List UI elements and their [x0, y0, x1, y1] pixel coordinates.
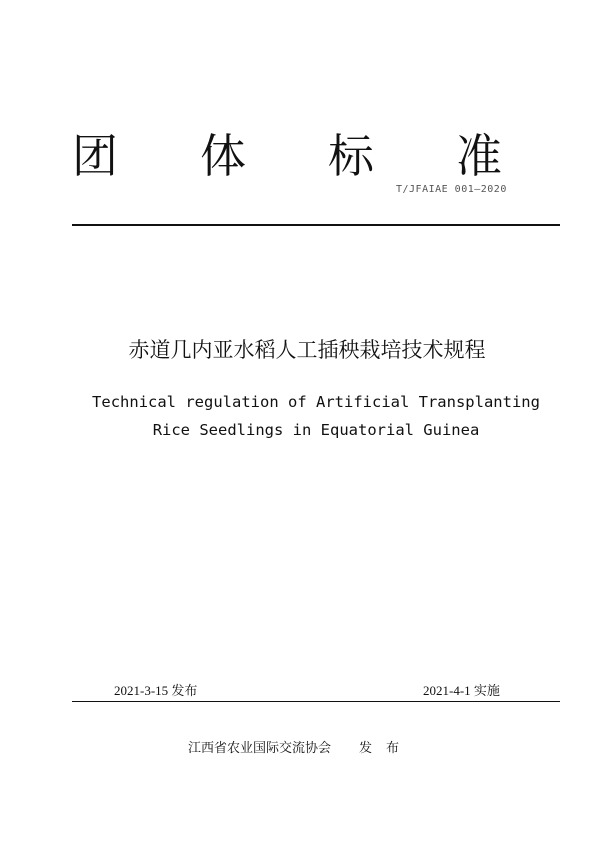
issue-date: 2021-3-15 发布 [114, 683, 198, 698]
top-divider [72, 224, 560, 226]
publisher-verb: 发布 [359, 741, 414, 756]
publisher-organization: 江西省农业国际交流协会 [188, 741, 332, 756]
dates-row [72, 682, 560, 702]
standard-type-char-2: 体 [200, 129, 246, 183]
standard-type-char-1: 团 [72, 129, 118, 183]
title-chinese: 赤道几内亚水稻人工插秧栽培技术规程 [128, 338, 486, 362]
title-english: Technical regulation of Artificial Transplanting Rice Seedlings in Equatorial Guinea [92, 393, 540, 439]
implementation-date: 2021-4-1 实施 [423, 683, 500, 698]
standard-code: T/JFAIAE 001—2020 [396, 184, 507, 195]
bottom-divider [72, 701, 560, 702]
standard-type-heading [72, 128, 502, 184]
standard-type-char-3: 标 [328, 129, 374, 183]
publisher-line [188, 740, 413, 758]
standard-type-char-4: 准 [456, 129, 502, 183]
